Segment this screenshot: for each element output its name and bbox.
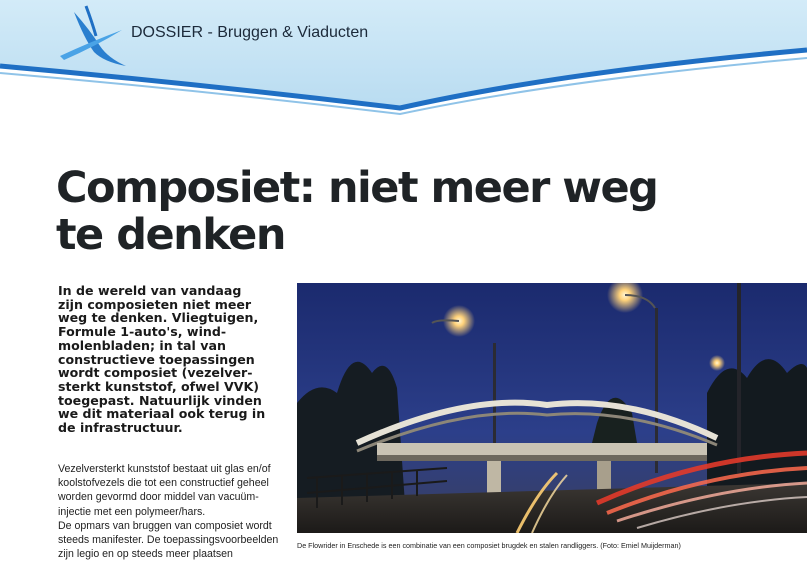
section-title: DOSSIER - Bruggen & Viaducten [131,24,369,41]
bridge-photo [297,283,807,533]
photo-caption: De Flowrider in Enschede is een combinatie van een composiet brugdek en stalen randliggers. (Foto: Emiel Muijderman) [297,541,681,550]
article-headline: Composiet: niet meer weg te denken [56,163,658,260]
night-bridge-illustration [297,283,807,533]
body-paragraph: Vezelversterkt kunststof bestaat uit glas en/of koolstofvezels die tot een constructief geheel worden gevormd door middel van vacuüm-injectie met een polymeer/hars. [58,463,271,518]
header-band [0,0,807,140]
dossier-header [0,0,807,140]
article-body [58,462,288,561]
article-intro: In de wereld van vandaag zijn composieten niet meer weg te denken. Vliegtuigen, Formule 1-auto's, wind-molenbladen; in tal van constructieve toepassingen wordt composiet (vezelver-sterkt kunststof, ofwel VVK) toegepast. Natuurlijk vinden we dit materiaal ook terug in de infrastructuur. [58,283,266,436]
body-paragraph: De opmars van bruggen van composiet wordt steeds manifester. De toepassingsvoorbeelden zijn legio en op steeds meer plaatsen [58,519,279,561]
